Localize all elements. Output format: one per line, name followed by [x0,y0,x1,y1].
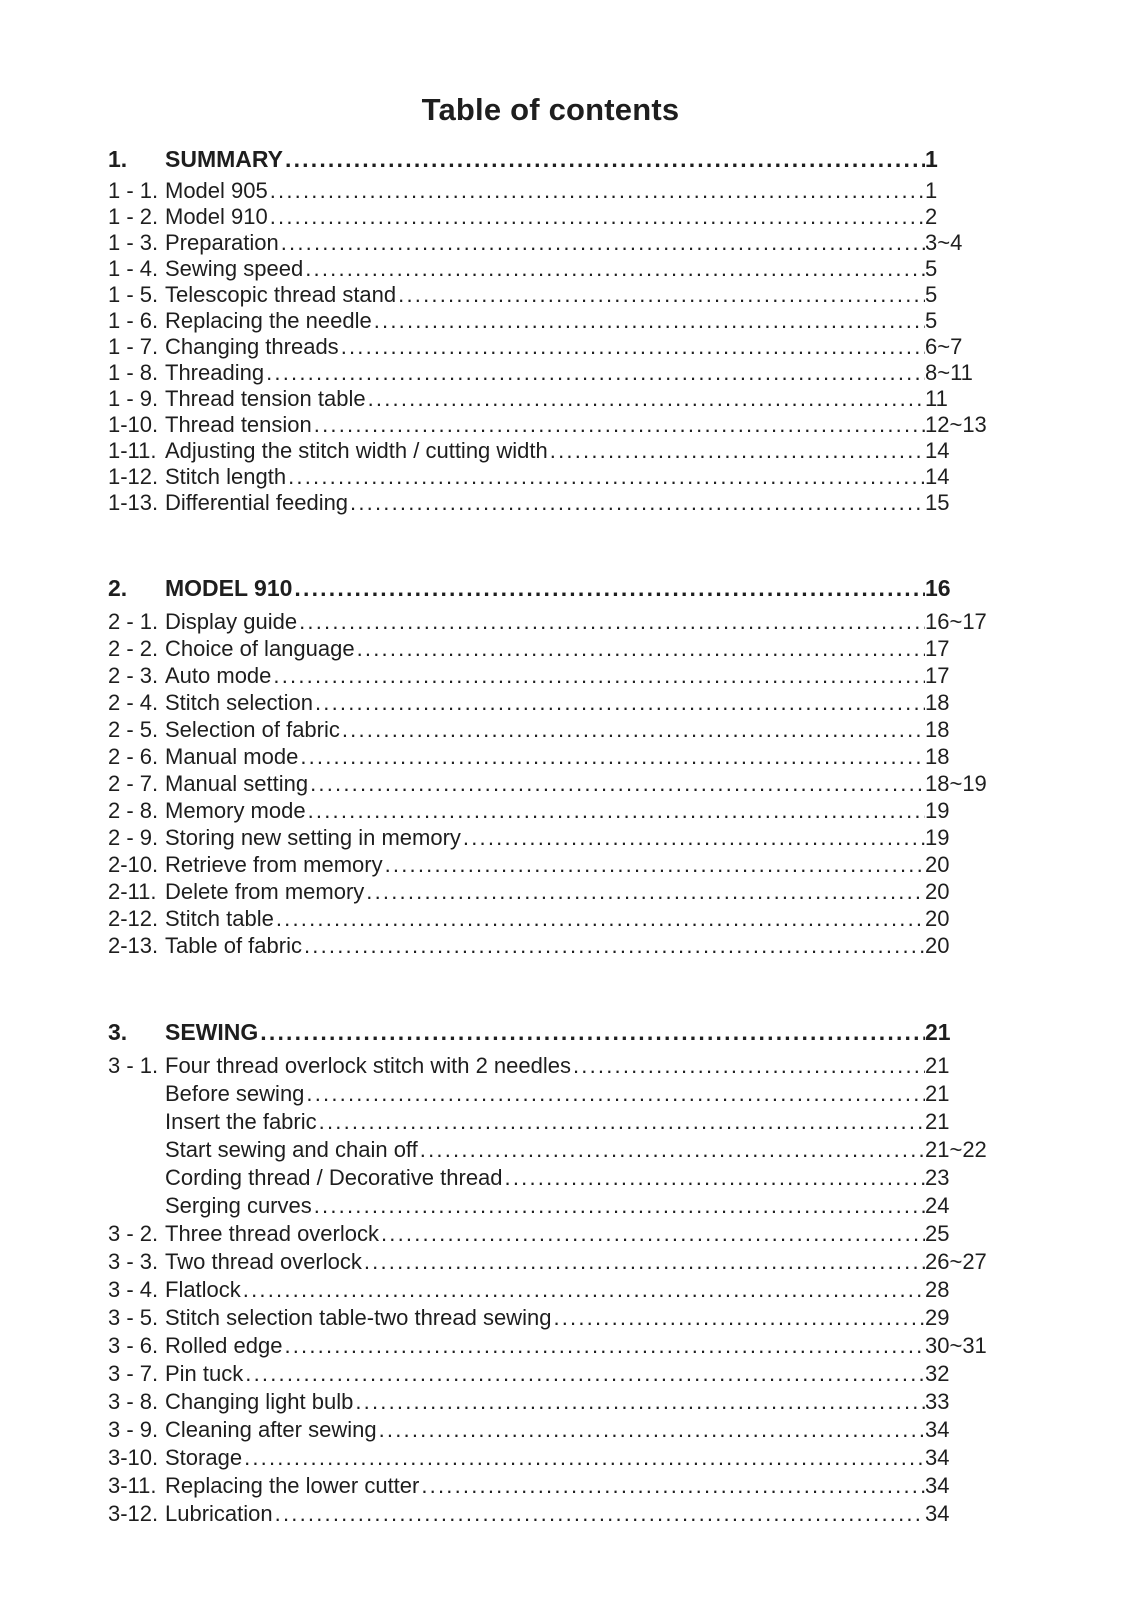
toc-entry-number: 1-13. [108,490,159,515]
toc-entry-page: 6~7 [925,334,963,359]
dot-leader [362,1248,925,1276]
toc-entry-page: 28 [925,1277,950,1302]
toc-entry [108,1304,993,1332]
toc-entry-number: 2 - 5. [108,717,159,742]
toc-section-page: 16 [925,575,951,601]
dot-leader [308,770,925,797]
toc-entry [108,256,993,282]
toc-entry-page: 34 [925,1417,950,1442]
toc-entry-page: 8~11 [925,360,973,385]
toc-entry-page: 12~13 [925,412,987,437]
toc-entry [108,716,993,743]
toc-entry-page: 5 [925,308,938,333]
toc-entry [108,360,993,386]
toc-entry [108,905,993,932]
toc-entry-number: 1 - 8. [108,360,159,385]
toc-entry [108,1472,993,1500]
toc-entry [108,204,993,230]
toc-section-number: 3. [108,1019,128,1045]
toc-entry-page: 19 [925,798,950,823]
toc-entry-number: 3 - 5. [108,1305,159,1330]
toc-entry [108,1332,993,1360]
toc-entry [108,490,993,516]
toc-entry-title: Replacing the needle [165,308,372,333]
toc-entry [108,230,993,256]
toc-entry [108,1276,993,1304]
toc-entry [108,824,993,851]
toc-entry-page: 25 [925,1221,950,1246]
toc-entry-number: 2-13. [108,933,159,958]
toc-entry-page: 30~31 [925,1333,987,1358]
dot-leader [268,204,925,230]
toc-entry-number: 3-11. [108,1473,157,1498]
toc-entry-title: Lubrication [165,1501,273,1526]
toc-entry-title: Four thread overlock stitch with 2 needles [165,1053,571,1078]
dot-leader [551,1304,925,1332]
toc-entry-title: Manual setting [165,771,309,796]
toc-entry-title: Cording thread / Decorative thread [165,1165,503,1190]
toc-entry [108,1052,993,1080]
toc-entry-number: 1 - 9. [108,386,159,411]
toc-section-page: 1 [925,146,938,172]
toc-entry-title: Thread tension [165,412,312,437]
toc-entry-title: Telescopic thread stand [165,282,397,307]
toc-entry-number: 3 - 8. [108,1389,159,1414]
toc-entry-page: 33 [925,1389,950,1414]
toc-entry-title: Pin tuck [165,1361,244,1386]
dot-leader [317,1108,925,1136]
dot-leader [461,824,925,851]
toc-entry-number: 1 - 6. [108,308,159,333]
toc-entry-title: Rolled edge [165,1333,283,1358]
toc-entry-number: 3 - 6. [108,1333,159,1358]
toc-entry [108,635,993,662]
toc-section-page: 21 [925,1019,951,1045]
dot-leader [372,308,925,334]
toc-entry-number: 2-12. [108,906,159,931]
toc-entry-title: Changing threads [165,334,339,359]
dot-leader [292,575,925,602]
toc-entry-number: 1 - 7. [108,334,159,359]
toc-entry-number: 2 - 4. [108,690,159,715]
toc-section [108,575,993,959]
toc-section-number: 1. [108,146,128,172]
toc-entry-number: 1 - 1. [108,178,159,203]
toc-entry-number: 1-12. [108,464,159,489]
toc-entry [108,386,993,412]
toc-entry-title: Model 910 [165,204,268,229]
toc-entry-title: Two thread overlock [165,1249,362,1274]
toc-entry-title: Flatlock [165,1277,241,1302]
dot-leader [286,464,925,490]
dot-leader [297,608,925,635]
toc-entry-title: Manual mode [165,744,299,769]
toc-section-title: SUMMARY [165,146,283,172]
toc-entry [108,689,993,716]
toc-entry-number: 2 - 9. [108,825,159,850]
dot-leader [312,1192,925,1220]
toc-entry [108,1108,993,1136]
toc-entry [108,878,993,905]
toc-entry [108,1388,993,1416]
toc-entry [108,308,993,334]
toc-entry-title: Stitch selection [165,690,313,715]
toc-section-title: MODEL 910 [165,575,293,601]
dot-leader [419,1472,925,1500]
toc-entry-page: 5 [925,282,938,307]
toc-entry-page: 34 [925,1501,950,1526]
toc-section-header [108,575,993,602]
dot-leader [548,438,925,464]
toc-entry-title: Cleaning after sewing [165,1417,377,1442]
toc-entry-number: 1 - 3. [108,230,159,255]
toc-entry-title: Insert the fabric [165,1109,317,1134]
toc-entry [108,743,993,770]
toc-entry-number: 3-12. [108,1501,159,1526]
dot-leader [377,1416,925,1444]
dot-leader [379,1220,925,1248]
toc-entry [108,464,993,490]
toc-entry-title: Display guide [165,609,298,634]
toc-section [108,146,993,516]
dot-leader [274,905,925,932]
toc-entry-number: 1 - 5. [108,282,159,307]
toc-entry-title: Start sewing and chain off [165,1137,418,1162]
toc-entry-page: 17 [925,636,950,661]
toc-entry-page: 18~19 [925,771,987,796]
toc-entry-title: Delete from memory [165,879,365,904]
toc-entry-number: 2-11. [108,879,157,904]
toc-entry [108,1164,993,1192]
toc-entry [108,438,993,464]
toc-entry-page: 20 [925,879,950,904]
toc-entry-number: 1-11. [108,438,157,463]
toc-entry-page: 18 [925,744,950,769]
toc-entry-title: Preparation [165,230,279,255]
dot-leader [340,716,925,743]
toc-entry-title: Adjusting the stitch width / cutting width [165,438,548,463]
toc-entry-page: 1 [925,178,938,203]
toc-entry-title: Threading [165,360,265,385]
toc-entry [108,770,993,797]
page-title: Table of contents [421,92,680,127]
toc-entry-page: 29 [925,1305,950,1330]
toc-entry [108,1500,993,1528]
dot-leader [243,1360,925,1388]
dot-leader [396,282,925,308]
toc-entry-number: 3 - 7. [108,1361,159,1386]
toc-entry [108,1248,993,1276]
toc-entry-page: 23 [925,1165,950,1190]
toc-entry-page: 14 [925,464,950,489]
toc-entry-number: 1 - 2. [108,204,159,229]
toc-section-number: 2. [108,575,128,601]
dot-leader [241,1276,925,1304]
toc-entry-number: 3 - 4. [108,1277,159,1302]
toc-entry-page: 26~27 [925,1249,987,1274]
dot-leader [383,851,925,878]
toc-entry-number: 3 - 3. [108,1249,159,1274]
dot-leader [264,360,925,386]
dot-leader [353,1388,925,1416]
dot-leader [348,490,925,516]
toc-list [108,146,993,1528]
toc-entry-page: 11 [925,386,948,411]
toc-entry [108,282,993,308]
toc-entry-number: 3-10. [108,1445,159,1470]
toc-entry [108,334,993,360]
toc-entry-title: Stitch selection table-two thread sewing [165,1305,552,1330]
toc-entry [108,851,993,878]
toc-entry-title: Selection of fabric [165,717,340,742]
dot-leader [298,743,925,770]
toc-entry-number: 3 - 2. [108,1221,159,1246]
dot-leader [312,412,925,438]
dot-leader [302,932,925,959]
dot-leader [279,230,925,256]
toc-entry-number: 2 - 6. [108,744,159,769]
toc-entry-title: Auto mode [165,663,272,688]
toc-entry-number: 2-10. [108,852,159,877]
toc-entry [108,1192,993,1220]
toc-entry-title: Retrieve from memory [165,852,383,877]
toc-entry-number: 1 - 4. [108,256,159,281]
toc-entry-title: Model 905 [165,178,268,203]
toc-entry [108,1220,993,1248]
toc-entry-page: 5 [925,256,938,281]
toc-entry-page: 19 [925,825,950,850]
toc-entry-number: 2 - 7. [108,771,159,796]
toc-entry-page: 14 [925,438,950,463]
toc-entry [108,932,993,959]
toc-entry-number: 2 - 3. [108,663,159,688]
toc-entry-number: 1-10. [108,412,159,437]
dot-leader [366,386,925,412]
toc-entry-page: 18 [925,690,950,715]
toc-entry-number: 2 - 2. [108,636,159,661]
toc-entry [108,1360,993,1388]
dot-leader [258,1018,925,1046]
toc-entry-title: Replacing the lower cutter [165,1473,420,1498]
toc-section-title: SEWING [165,1019,259,1045]
toc-entry [108,1080,993,1108]
dot-leader [304,1080,925,1108]
dot-leader [503,1164,925,1192]
toc-entry-page: 21~22 [925,1137,987,1162]
toc-entry [108,1416,993,1444]
toc-entry-title: Table of fabric [165,933,302,958]
toc-entry-number: 2 - 8. [108,798,159,823]
toc-entry-page: 21 [925,1109,950,1134]
dot-leader [313,689,925,716]
dot-leader [364,878,925,905]
dot-leader [283,146,925,172]
toc-section-header [108,1018,993,1046]
toc-section-header [108,146,993,172]
dot-leader [273,1500,925,1528]
toc-entry [108,662,993,689]
dot-leader [268,178,925,204]
dot-leader [339,334,925,360]
toc-entry [108,1136,993,1164]
toc-entry-page: 24 [925,1193,950,1218]
toc-entry-page: 34 [925,1473,950,1498]
toc-entry-page: 16~17 [925,609,987,634]
toc-entry-page: 2 [925,204,938,229]
toc-entry [108,1444,993,1472]
toc-entry-title: Sewing speed [165,256,304,281]
toc-entry-page: 34 [925,1445,950,1470]
dot-leader [418,1136,925,1164]
toc-entry [108,608,993,635]
toc-entry-page: 20 [925,852,950,877]
toc-entry-title: Thread tension table [165,386,366,411]
toc-entry-page: 3~4 [925,230,963,255]
toc-entry-page: 18 [925,717,950,742]
toc-entry-title: Differential feeding [165,490,349,515]
toc-entry-title: Before sewing [165,1081,305,1106]
toc-entry-number: 3 - 9. [108,1417,159,1442]
dot-leader [282,1332,925,1360]
toc-entry-title: Storage [165,1445,243,1470]
toc-entry-title: Stitch table [165,906,274,931]
toc-entry [108,178,993,204]
toc-entry-title: Storing new setting in memory [165,825,461,850]
toc-entry-title: Choice of language [165,636,355,661]
toc-entry-page: 17 [925,663,950,688]
toc-entry-number: 2 - 1. [108,609,159,634]
toc-entry-page: 20 [925,933,950,958]
toc-entry [108,412,993,438]
toc-entry-page: 20 [925,906,950,931]
dot-leader [306,797,925,824]
toc-entry-page: 21 [925,1053,950,1078]
toc-entry [108,797,993,824]
dot-leader [242,1444,925,1472]
dot-leader [355,635,925,662]
toc-entry-page: 21 [925,1081,950,1106]
toc-entry-title: Stitch length [165,464,287,489]
dot-leader [571,1052,925,1080]
toc-entry-title: Changing light bulb [165,1389,354,1414]
toc-entry-title: Three thread overlock [165,1221,379,1246]
toc-entry-title: Memory mode [165,798,306,823]
toc-entry-number: 3 - 1. [108,1053,159,1078]
toc-entry-title: Serging curves [165,1193,312,1218]
toc-entry-page: 32 [925,1361,950,1386]
toc-entry-page: 15 [925,490,950,515]
toc-section [108,1018,993,1528]
dot-leader [303,256,925,282]
dot-leader [271,662,925,689]
